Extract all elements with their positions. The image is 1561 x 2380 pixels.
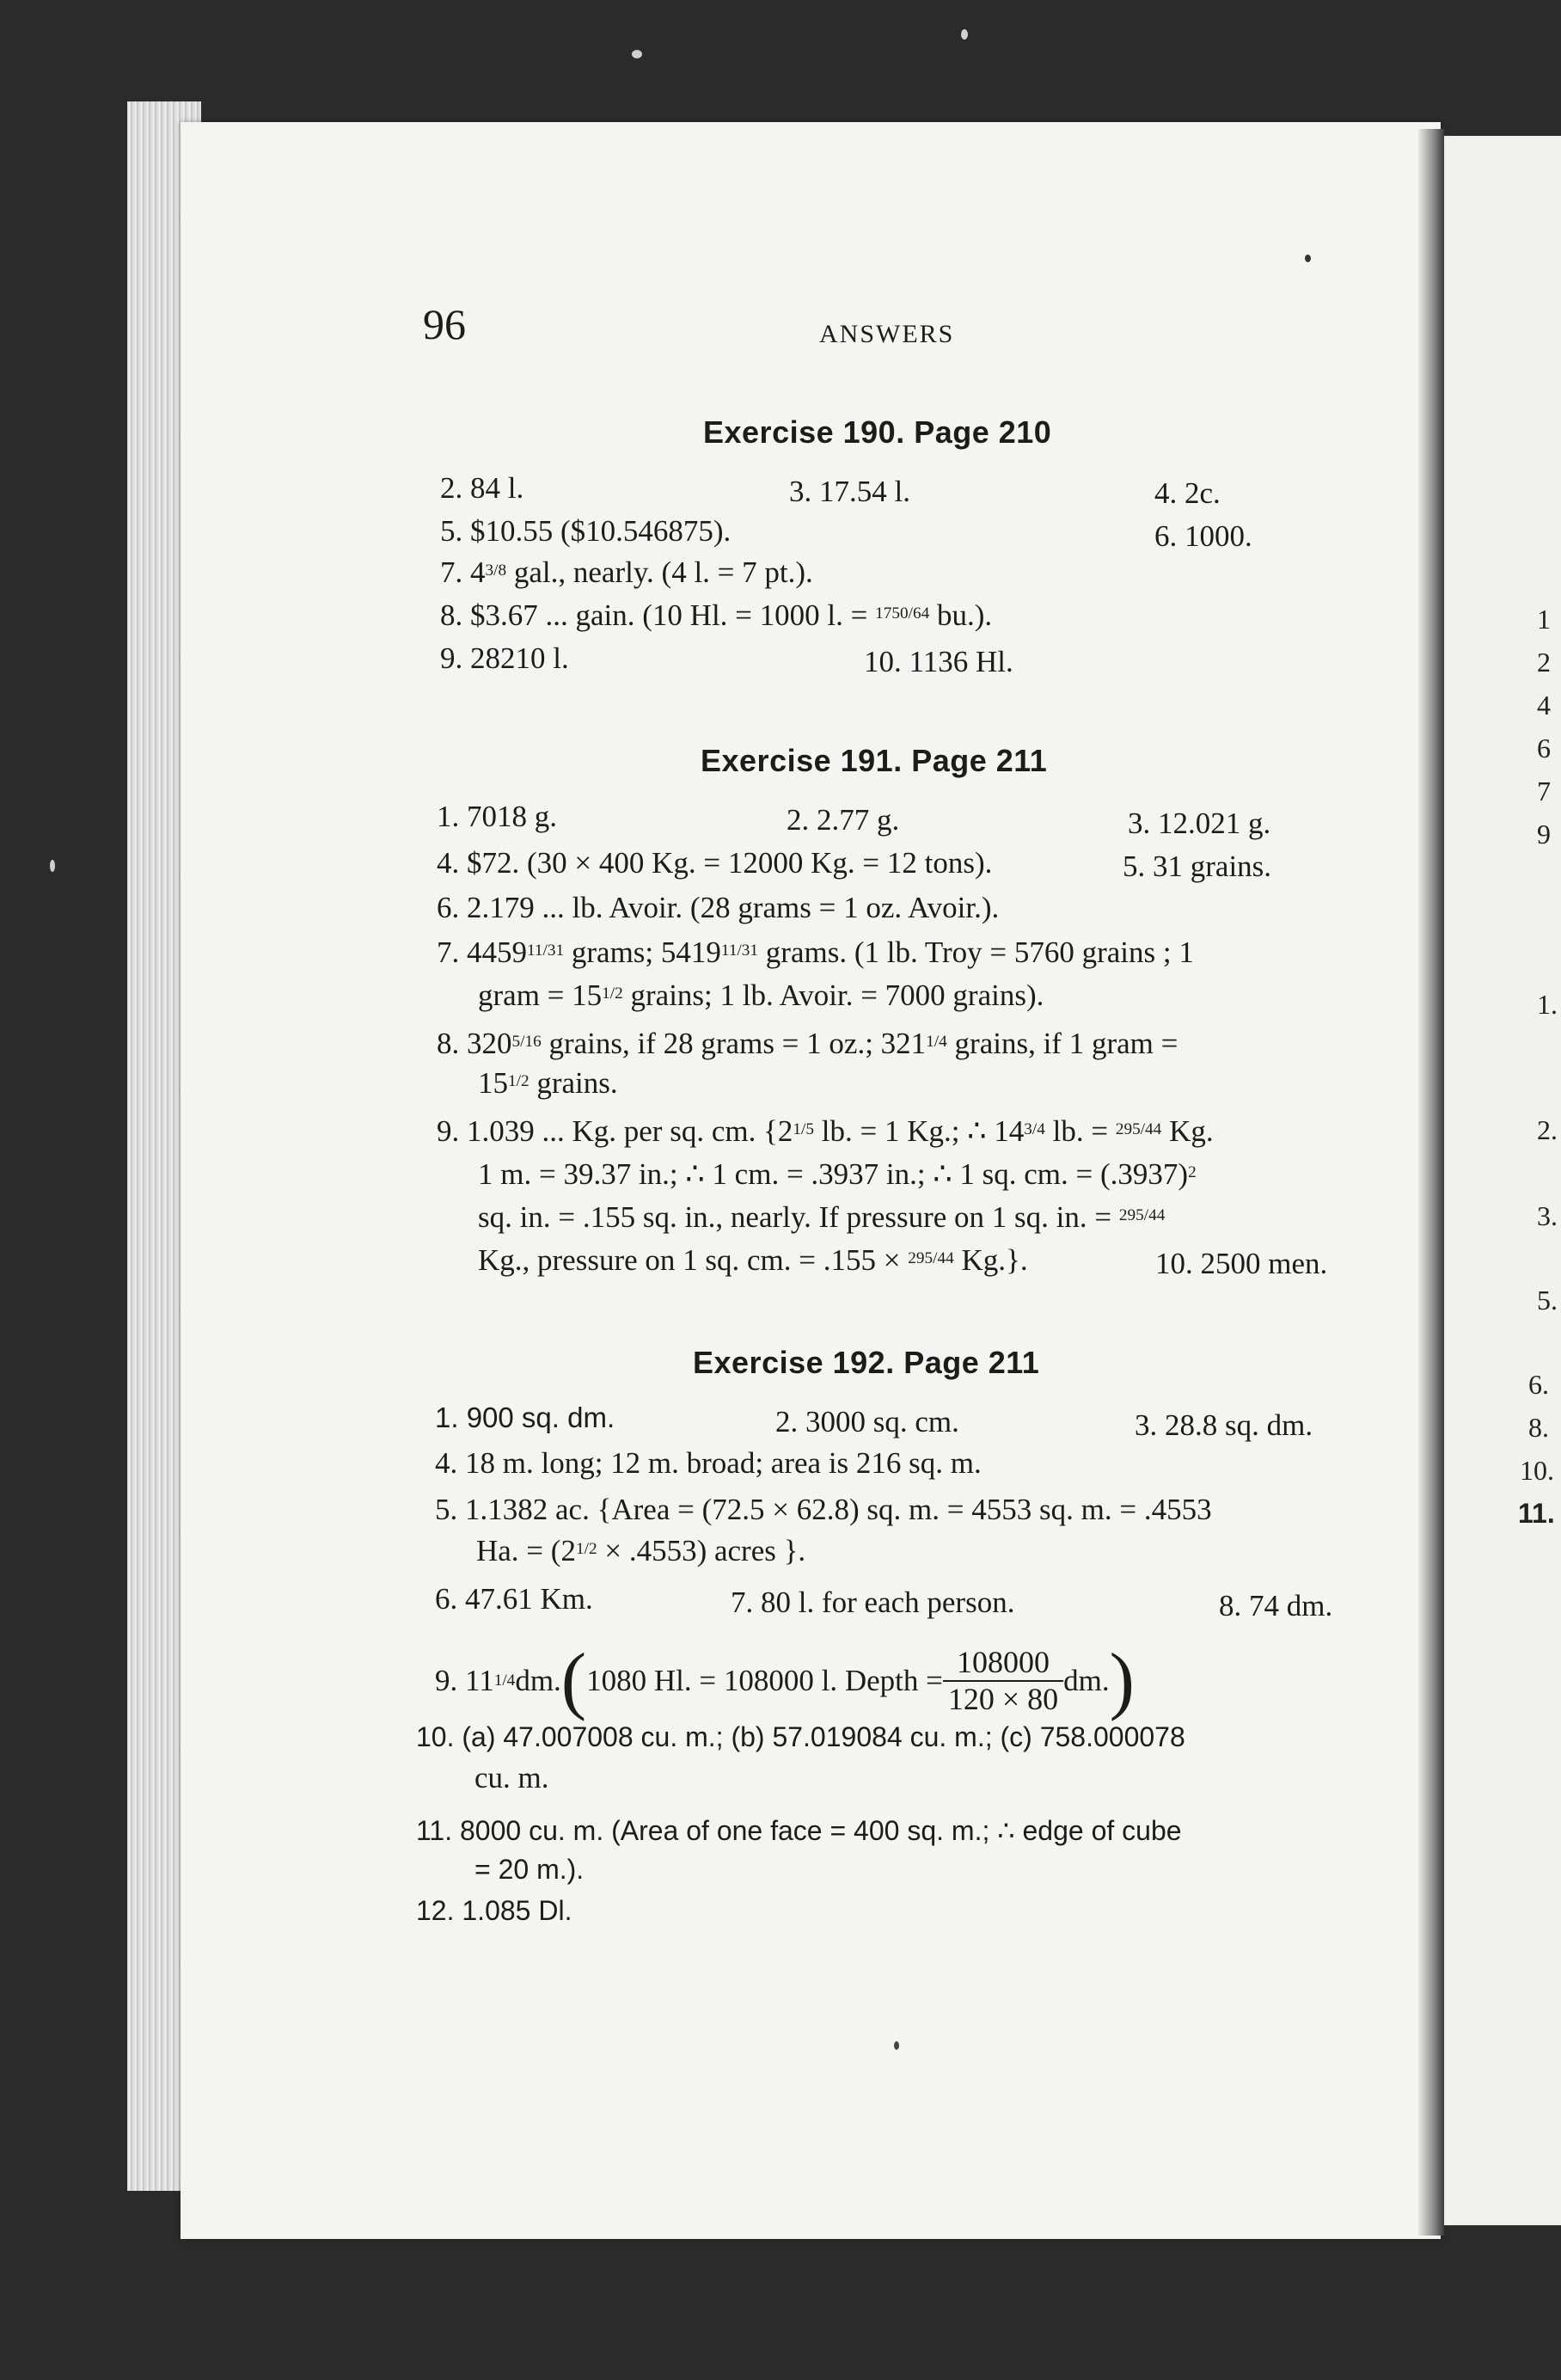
answer-190-2: 2. 84 l. — [440, 471, 524, 505]
answer-text: 15 — [478, 1066, 508, 1100]
facing-page-number: 7 — [1537, 776, 1551, 807]
fraction: 1/2 — [575, 1540, 597, 1559]
answer-text: grains. — [529, 1066, 618, 1100]
answer-text: gram = 15 — [478, 978, 603, 1012]
running-head: ANSWERS — [819, 320, 955, 348]
answer-text: grains; 1 lb. Avoir. = 7000 grains). — [622, 978, 1044, 1012]
fraction: 11/31 — [527, 942, 565, 960]
answer-text: 9. 1.039 ... Kg. per sq. cm. {2 — [437, 1114, 793, 1148]
facing-page-number: 11. — [1518, 1498, 1555, 1529]
answer-192-3: 3. 28.8 sq. dm. — [1135, 1408, 1313, 1442]
answer-text: 8. $3.67 ... gain. (10 Hl. = 1000 l. = — [440, 598, 876, 632]
answer-text: Ha. = (2 — [476, 1534, 576, 1567]
answer-192-8: 8. 74 dm. — [1219, 1589, 1333, 1622]
fraction: 1/4 — [493, 1672, 516, 1690]
answer-190-3: 3. 17.54 l. — [789, 475, 910, 508]
answer-text: grains, if 1 gram = — [946, 1027, 1178, 1060]
fraction: 11/31 — [720, 942, 759, 960]
fraction-numerator: 108000 — [943, 1645, 1063, 1682]
answer-191-3: 3. 12.021 g. — [1128, 807, 1271, 840]
answer-text: dm. — [1063, 1664, 1110, 1697]
answer-191-2: 2. 2.77 g. — [787, 803, 900, 837]
answer-text: bu.). — [929, 598, 993, 632]
answer-text: 7. 4459 — [437, 935, 527, 969]
answer-text: × .4553) acres }. — [597, 1534, 806, 1567]
answer-191-8-line2 — [478, 1066, 618, 1101]
answer-190-7 — [440, 555, 813, 590]
fraction: 3/4 — [1024, 1120, 1045, 1139]
fraction: 295/44 — [908, 1249, 954, 1268]
superscript: 2 — [1188, 1163, 1197, 1182]
answer-text: dm. — [515, 1664, 561, 1697]
fraction: 1750/64 — [875, 604, 930, 623]
answer-190-4: 4. 2c. — [1154, 476, 1221, 510]
answer-192-5-line1: 5. 1.1382 ac. {Area = (72.5 × 62.8) sq. m. = 4553 sq. m. = .4553 — [435, 1493, 1212, 1526]
background-speck — [961, 29, 968, 40]
facing-page-number: 1. — [1537, 989, 1558, 1020]
answer-192-7: 7. 80 l. for each person. — [731, 1586, 1015, 1619]
answer-text: Kg.}. — [953, 1243, 1028, 1277]
answer-192-2: 2. 3000 sq. cm. — [775, 1405, 959, 1438]
answer-text: gal., nearly. (4 l. = 7 pt.). — [506, 555, 813, 589]
facing-page-number: 2 — [1537, 647, 1551, 678]
answer-192-11-line2: = 20 m.). — [474, 1854, 585, 1885]
answer-191-9-line2 — [478, 1157, 1197, 1192]
answer-191-6: 6. 2.179 ... lb. Avoir. (28 grams = 1 oz. Avoir.). — [437, 891, 1000, 924]
answer-text: grams; 5419 — [564, 935, 721, 969]
answer-192-11-line1: 11. 8000 cu. m. (Area of one face = 400 sq. m.; ∴ edge of cube — [416, 1815, 1182, 1846]
page-speck — [894, 2041, 899, 2050]
answer-191-7-line1 — [437, 935, 1194, 970]
page-number: 96 — [423, 300, 466, 348]
answer-text: sq. in. = .155 sq. in., nearly. If pressure on 1 sq. in. = — [478, 1200, 1119, 1234]
answer-190-10: 10. 1136 Hl. — [864, 645, 1013, 678]
answer-192-9 — [435, 1634, 1135, 1728]
answer-191-9-line1 — [437, 1114, 1214, 1149]
book-gutter — [1418, 129, 1444, 2236]
answer-192-10-line1: 10. (a) 47.007008 cu. m.; (b) 57.019084 cu. m.; (c) 758.000078 — [416, 1721, 1185, 1752]
facing-page-number: 6. — [1528, 1369, 1549, 1400]
answer-191-10: 10. 2500 men. — [1155, 1247, 1328, 1280]
fraction: 295/44 — [1115, 1120, 1162, 1139]
facing-page-number: 10. — [1520, 1455, 1554, 1486]
background-speck — [632, 50, 642, 58]
answer-191-7-line2 — [478, 978, 1044, 1013]
left-parenthesis: ( — [560, 1639, 587, 1722]
fraction: 3/8 — [485, 561, 507, 580]
answer-192-6: 6. 47.61 Km. — [435, 1582, 593, 1616]
fraction: 5/16 — [511, 1033, 542, 1052]
facing-page-number: 8. — [1528, 1412, 1549, 1443]
answer-text: 8. 320 — [437, 1027, 512, 1060]
answer-text: 7. 4 — [440, 555, 486, 589]
answer-192-5-line2 — [476, 1534, 805, 1568]
facing-page-number: 1 — [1537, 604, 1551, 635]
right-parenthesis: ) — [1109, 1639, 1135, 1722]
answer-text: grams. (1 lb. Troy = 5760 grains ; 1 — [758, 935, 1194, 969]
facing-page-number: 5. — [1537, 1285, 1558, 1316]
page-speck — [1305, 255, 1311, 262]
facing-page — [1425, 136, 1561, 2225]
answer-text: lb. = — [1044, 1114, 1116, 1148]
background-speck — [50, 860, 55, 872]
answer-192-12: 12. 1.085 Dl. — [416, 1895, 572, 1926]
fraction: 1/2 — [508, 1072, 530, 1091]
answer-192-10-line2: cu. m. — [474, 1761, 549, 1794]
fraction-denominator: 120 × 80 — [947, 1682, 1059, 1716]
answer-191-9-line3 — [478, 1200, 1165, 1235]
answer-190-8 — [440, 598, 992, 633]
depth-fraction — [943, 1645, 1063, 1718]
facing-page-number: 4 — [1537, 690, 1551, 721]
fraction: 1/4 — [926, 1033, 947, 1052]
facing-page-number: 6 — [1537, 733, 1551, 764]
answer-text: 9. 11 — [435, 1664, 494, 1697]
answer-191-8-line1 — [437, 1027, 1178, 1061]
answer-text: Kg. — [1161, 1114, 1214, 1148]
answer-text: 1080 Hl. = 108000 l. Depth = — [586, 1664, 943, 1697]
answer-191-9-line4 — [478, 1243, 1028, 1278]
answer-text: 1 m. = 39.37 in.; ∴ 1 cm. = .3937 in.; ∴ 1 sq. cm. = (.3937) — [478, 1157, 1189, 1191]
facing-page-number: 2. — [1537, 1114, 1558, 1145]
answer-190-9: 9. 28210 l. — [440, 641, 569, 675]
fraction: 1/5 — [793, 1120, 815, 1139]
facing-page-number: 3. — [1537, 1200, 1558, 1231]
answer-text: grains, if 28 grams = 1 oz.; 321 — [541, 1027, 927, 1060]
answer-text: lb. = 1 Kg.; ∴ 14 — [814, 1114, 1025, 1148]
answer-text: Kg., pressure on 1 sq. cm. = .155 × — [478, 1243, 909, 1277]
answer-190-5: 5. $10.55 ($10.546875). — [440, 514, 732, 548]
exercise-192-heading: Exercise 192. Page 211 — [693, 1345, 1040, 1380]
answer-191-4: 4. $72. (30 × 400 Kg. = 12000 Kg. = 12 tons). — [437, 846, 993, 880]
fraction: 1/2 — [602, 985, 623, 1003]
exercise-190-heading: Exercise 190. Page 210 — [703, 414, 1052, 450]
answer-191-5: 5. 31 grains. — [1123, 850, 1272, 883]
answer-192-4: 4. 18 m. long; 12 m. broad; area is 216 sq. m. — [435, 1446, 982, 1480]
fraction: 295/44 — [1118, 1206, 1166, 1225]
answer-190-6: 6. 1000. — [1154, 519, 1252, 553]
answer-191-1: 1. 7018 g. — [437, 800, 557, 833]
answer-192-1: 1. 900 sq. dm. — [435, 1402, 615, 1433]
exercise-191-heading: Exercise 191. Page 211 — [701, 743, 1048, 778]
facing-page-number: 9 — [1537, 819, 1551, 850]
